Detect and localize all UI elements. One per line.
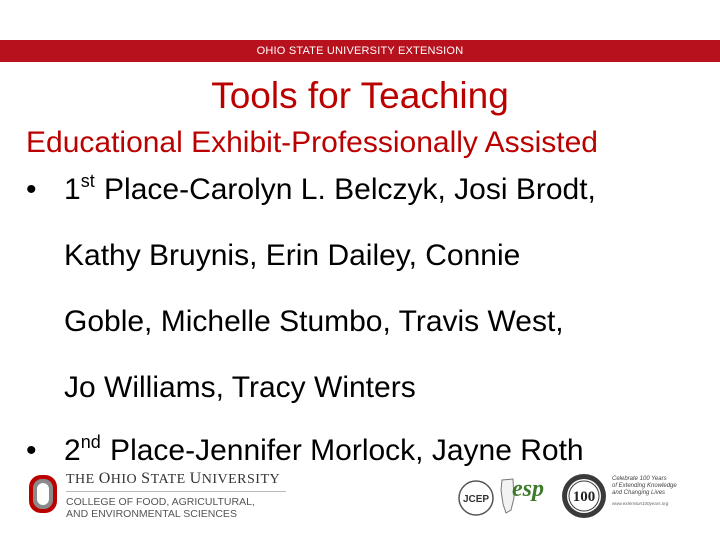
block-o-icon — [28, 474, 58, 514]
celebrate-url: www.extension100years.org — [612, 501, 669, 506]
partner-logos — [452, 470, 702, 526]
first-place-text: Place-Carolyn L. Belczyk, Josi Brodt, — [95, 173, 596, 206]
first-place-line-1 — [64, 171, 596, 212]
second-place-number: 2 — [64, 434, 81, 467]
university-name: THE OHIO STATE UNIVERSITY — [66, 470, 286, 492]
first-place-line-3: Goble, Michelle Stumbo, Travis West, — [64, 305, 564, 338]
centennial-number: 100 — [572, 489, 596, 505]
jcep-text: JCEP — [462, 494, 490, 505]
slide-subtitle: Educational Exhibit-Professionally Assisted — [26, 126, 598, 159]
banner-text: OHIO STATE UNIVERSITY EXTENSION — [256, 45, 464, 57]
second-place-text: Place-Jennifer Morlock, Jayne Roth — [101, 434, 584, 467]
extension-banner — [0, 40, 720, 62]
first-place-line-2: Kathy Bruynis, Erin Dailey, Connie — [64, 239, 521, 272]
osu-cfaes-logo — [28, 470, 288, 526]
first-place-suffix: st — [80, 171, 95, 191]
osu-wordmark — [66, 470, 286, 520]
college-name: COLLEGE OF FOOD, AGRICULTURAL, AND ENVIRONMENTAL SCIENCES — [66, 496, 255, 520]
esp-logo: esp — [512, 476, 544, 502]
celebrate-tagline: Celebrate 100 Years of Extending Knowledge and Changing Lives www.extension100years.org — [612, 476, 698, 507]
bullet-marker: • — [26, 434, 37, 467]
jcep-logo — [456, 478, 496, 518]
bullet-marker: • — [26, 173, 37, 206]
slide-title: Tools for Teaching — [211, 75, 509, 116]
second-place-suffix: nd — [80, 432, 101, 452]
first-place-number: 1 — [64, 173, 81, 206]
second-place-line — [64, 432, 584, 473]
first-place-line-4: Jo Williams, Tracy Winters — [64, 371, 416, 404]
centennial-seal-icon — [560, 472, 608, 520]
